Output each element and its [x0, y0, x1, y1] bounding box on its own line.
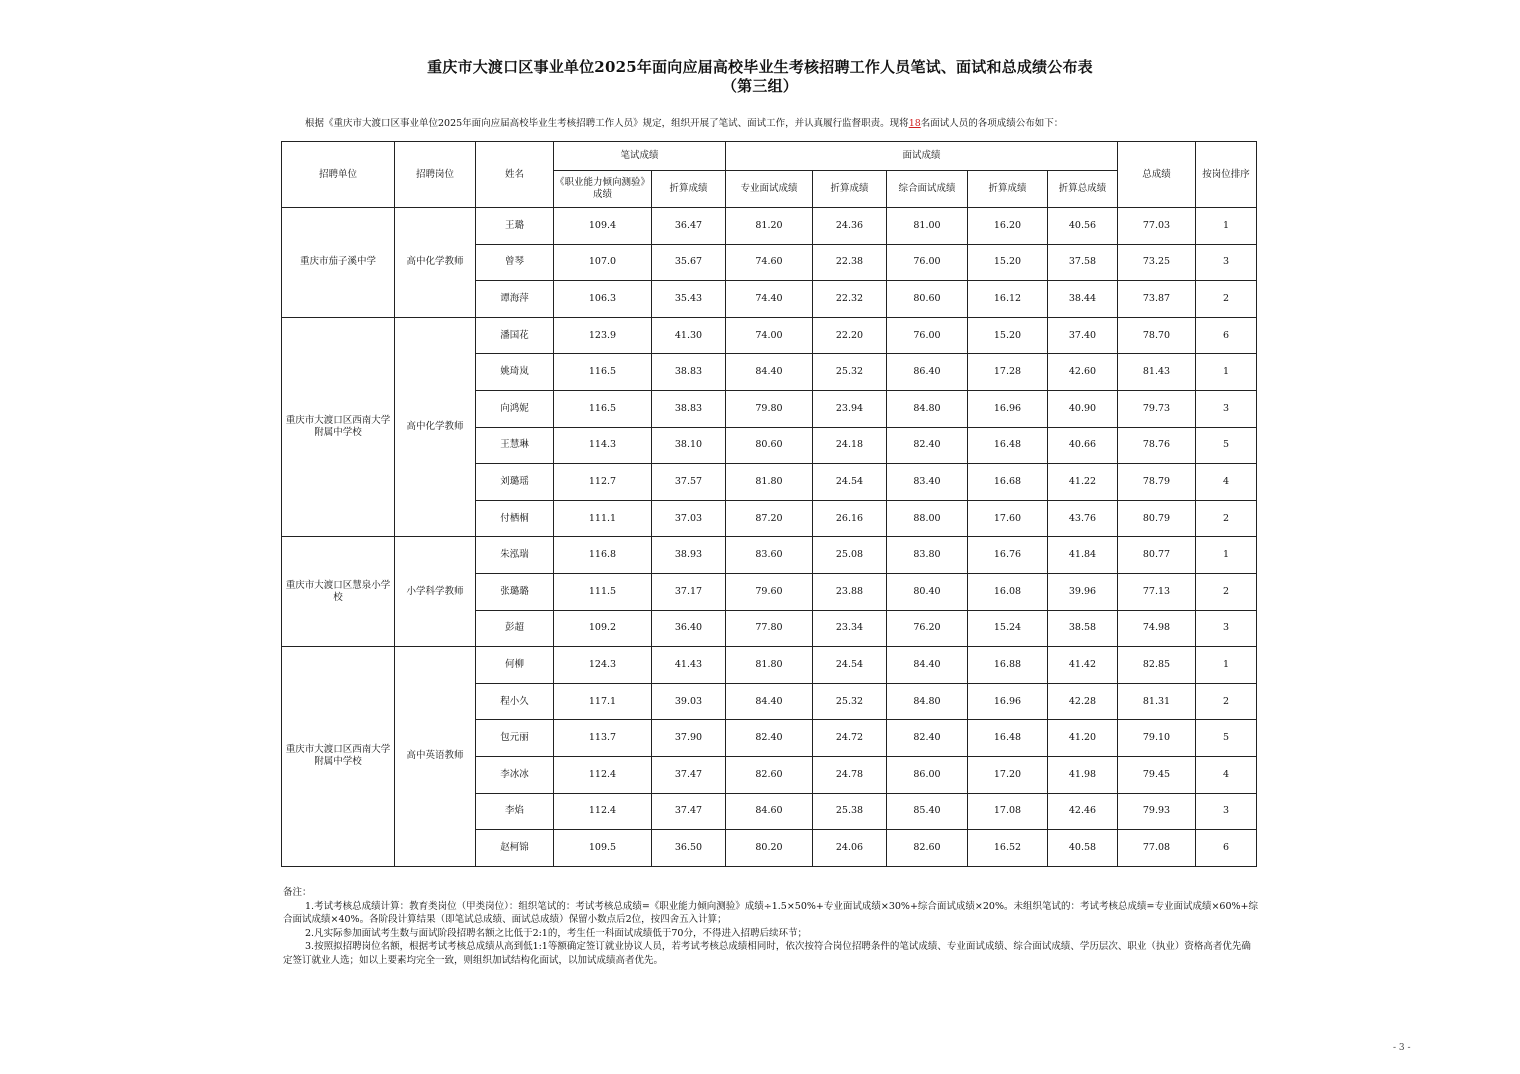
- total-cell: 80.79: [1118, 500, 1196, 537]
- pro-conv-cell: 25.38: [813, 793, 887, 830]
- pro-interview-cell: 84.40: [726, 683, 813, 720]
- title-line-1: 重庆市大渡口区事业单位2025年面向应届高校毕业生考核招聘工作人员笔试、面试和总成绩公布表: [427, 58, 1093, 76]
- comp-conv-cell: 15.24: [968, 610, 1048, 647]
- header-pro-conv: 折算成绩: [813, 171, 887, 208]
- interview-total-cell: 40.66: [1048, 427, 1118, 464]
- pro-interview-cell: 74.60: [726, 244, 813, 281]
- total-cell: 73.25: [1118, 244, 1196, 281]
- page-number: - 3 -: [1393, 1043, 1411, 1053]
- post-cell: 小学科学教师: [395, 537, 476, 647]
- pro-conv-cell: 24.72: [813, 720, 887, 757]
- comp-interview-cell: 85.40: [887, 793, 968, 830]
- header-written-score: 《职业能力倾向测验》成绩: [554, 171, 652, 208]
- comp-conv-cell: 17.60: [968, 500, 1048, 537]
- written-score-cell: 109.5: [554, 830, 652, 867]
- interview-total-cell: 38.44: [1048, 281, 1118, 318]
- pro-conv-cell: 24.54: [813, 464, 887, 501]
- rank-cell: 3: [1196, 793, 1257, 830]
- total-cell: 81.43: [1118, 354, 1196, 391]
- table-row: [282, 317, 1257, 354]
- rank-cell: 1: [1196, 647, 1257, 684]
- comp-interview-cell: 76.20: [887, 610, 968, 647]
- note-item: 1.考试考核总成绩计算：教育类岗位（甲类岗位）：组织笔试的：考试考核总成绩=《职业能力倾向测验》成绩÷1.5×50%+专业面试成绩×30%+综合面试成绩×20%。未组织笔试的：考试考核总成绩=专业面试成绩×60%+综合面试成绩×40%。各阶段计算结果（即笔试总成绩、面试总成绩）保留小数点后2位，按四舍五入计算；: [283, 900, 1258, 925]
- pro-interview-cell: 77.80: [726, 610, 813, 647]
- interview-total-cell: 42.60: [1048, 354, 1118, 391]
- written-score-cell: 116.5: [554, 390, 652, 427]
- comp-interview-cell: 82.40: [887, 427, 968, 464]
- pro-interview-cell: 79.80: [726, 390, 813, 427]
- comp-conv-cell: 16.12: [968, 281, 1048, 318]
- name-cell: 潘国花: [476, 317, 554, 354]
- pro-interview-cell: 84.40: [726, 354, 813, 391]
- written-score-cell: 112.4: [554, 793, 652, 830]
- total-cell: 79.10: [1118, 720, 1196, 757]
- comp-interview-cell: 76.00: [887, 317, 968, 354]
- written-conv-cell: 37.47: [652, 756, 726, 793]
- name-cell: 何柳: [476, 647, 554, 684]
- unit-cell: 重庆市大渡口区西南大学附属中学校: [282, 317, 395, 537]
- header-written: 笔试成绩: [554, 142, 726, 171]
- written-score-cell: 107.0: [554, 244, 652, 281]
- comp-conv-cell: 17.28: [968, 354, 1048, 391]
- table-row: [282, 537, 1257, 574]
- written-conv-cell: 35.67: [652, 244, 726, 281]
- notes-section: [283, 886, 1258, 967]
- name-cell: 曾琴: [476, 244, 554, 281]
- pro-interview-cell: 83.60: [726, 537, 813, 574]
- rank-cell: 1: [1196, 354, 1257, 391]
- intro-text-after: 名面试人员的各项成绩公布如下：: [920, 118, 1064, 129]
- comp-conv-cell: 16.88: [968, 647, 1048, 684]
- written-score-cell: 114.3: [554, 427, 652, 464]
- written-conv-cell: 37.03: [652, 500, 726, 537]
- written-score-cell: 113.7: [554, 720, 652, 757]
- total-cell: 78.70: [1118, 317, 1196, 354]
- pro-conv-cell: 25.08: [813, 537, 887, 574]
- comp-interview-cell: 83.80: [887, 537, 968, 574]
- comp-interview-cell: 84.40: [887, 647, 968, 684]
- header-interview-total: 折算总成绩: [1048, 171, 1118, 208]
- total-cell: 78.79: [1118, 464, 1196, 501]
- written-conv-cell: 38.83: [652, 390, 726, 427]
- comp-interview-cell: 88.00: [887, 500, 968, 537]
- unit-cell: 重庆市大渡口区慧泉小学校: [282, 537, 395, 647]
- note-item: 3.按照拟招聘岗位名额，根据考试考核总成绩从高到低1:1等额确定签订就业协议人员，若考试考核总成绩相同时，依次按符合岗位招聘条件的笔试成绩、专业面试成绩、综合面试成绩、学历层次、职业（执业）资格高者优先确定签订就业人选；如以上要素均完全一致，则组织加试结构化面试，以加试成绩高者优先。: [283, 941, 1251, 966]
- rank-cell: 4: [1196, 756, 1257, 793]
- written-conv-cell: 39.03: [652, 683, 726, 720]
- name-cell: 向鸿妮: [476, 390, 554, 427]
- comp-conv-cell: 16.48: [968, 720, 1048, 757]
- pro-interview-cell: 74.40: [726, 281, 813, 318]
- name-cell: 赵柯锦: [476, 830, 554, 867]
- pro-conv-cell: 25.32: [813, 683, 887, 720]
- comp-conv-cell: 16.52: [968, 830, 1048, 867]
- interview-total-cell: 38.58: [1048, 610, 1118, 647]
- interview-total-cell: 39.96: [1048, 573, 1118, 610]
- rank-cell: 5: [1196, 720, 1257, 757]
- interview-total-cell: 41.20: [1048, 720, 1118, 757]
- header-interview: 面试成绩: [726, 142, 1118, 171]
- total-cell: 73.87: [1118, 281, 1196, 318]
- rank-cell: 3: [1196, 610, 1257, 647]
- comp-conv-cell: 16.08: [968, 573, 1048, 610]
- rank-cell: 1: [1196, 537, 1257, 574]
- interview-total-cell: 43.76: [1048, 500, 1118, 537]
- rank-cell: 3: [1196, 390, 1257, 427]
- written-conv-cell: 36.50: [652, 830, 726, 867]
- table-row: [282, 647, 1257, 684]
- results-body: [282, 208, 1257, 867]
- header-unit: 招聘单位: [282, 142, 395, 208]
- written-conv-cell: 35.43: [652, 281, 726, 318]
- written-conv-cell: 36.47: [652, 208, 726, 245]
- name-cell: 包元丽: [476, 720, 554, 757]
- pro-conv-cell: 24.18: [813, 427, 887, 464]
- pro-conv-cell: 24.06: [813, 830, 887, 867]
- comp-interview-cell: 84.80: [887, 390, 968, 427]
- page-title: [0, 58, 1520, 96]
- written-score-cell: 111.5: [554, 573, 652, 610]
- interview-total-cell: 42.28: [1048, 683, 1118, 720]
- comp-conv-cell: 17.20: [968, 756, 1048, 793]
- pro-conv-cell: 24.78: [813, 756, 887, 793]
- written-conv-cell: 38.93: [652, 537, 726, 574]
- written-conv-cell: 37.90: [652, 720, 726, 757]
- rank-cell: 2: [1196, 500, 1257, 537]
- pro-interview-cell: 79.60: [726, 573, 813, 610]
- interview-total-cell: 41.42: [1048, 647, 1118, 684]
- written-score-cell: 117.1: [554, 683, 652, 720]
- interview-total-cell: 40.56: [1048, 208, 1118, 245]
- comp-conv-cell: 16.96: [968, 683, 1048, 720]
- total-cell: 74.98: [1118, 610, 1196, 647]
- comp-conv-cell: 15.20: [968, 244, 1048, 281]
- comp-interview-cell: 80.60: [887, 281, 968, 318]
- pro-interview-cell: 82.60: [726, 756, 813, 793]
- rank-cell: 6: [1196, 830, 1257, 867]
- rank-cell: 2: [1196, 683, 1257, 720]
- written-score-cell: 112.7: [554, 464, 652, 501]
- header-pro-interview: 专业面试成绩: [726, 171, 813, 208]
- interview-total-cell: 41.98: [1048, 756, 1118, 793]
- interview-total-cell: 37.40: [1048, 317, 1118, 354]
- total-cell: 79.73: [1118, 390, 1196, 427]
- intro-paragraph: [305, 117, 1063, 131]
- unit-cell: 重庆市茄子溪中学: [282, 208, 395, 318]
- post-cell: 高中英语教师: [395, 647, 476, 867]
- header-name: 姓名: [476, 142, 554, 208]
- header-rank: 按岗位排序: [1196, 142, 1257, 208]
- pro-interview-cell: 81.80: [726, 464, 813, 501]
- name-cell: 刘璐瑶: [476, 464, 554, 501]
- written-score-cell: 116.8: [554, 537, 652, 574]
- pro-conv-cell: 23.88: [813, 573, 887, 610]
- pro-conv-cell: 22.32: [813, 281, 887, 318]
- comp-conv-cell: 15.20: [968, 317, 1048, 354]
- pro-interview-cell: 81.80: [726, 647, 813, 684]
- total-cell: 81.31: [1118, 683, 1196, 720]
- total-cell: 78.76: [1118, 427, 1196, 464]
- comp-conv-cell: 16.76: [968, 537, 1048, 574]
- written-conv-cell: 38.83: [652, 354, 726, 391]
- total-cell: 79.93: [1118, 793, 1196, 830]
- written-conv-cell: 41.43: [652, 647, 726, 684]
- comp-interview-cell: 83.40: [887, 464, 968, 501]
- rank-cell: 2: [1196, 281, 1257, 318]
- comp-conv-cell: 16.20: [968, 208, 1048, 245]
- comp-interview-cell: 82.60: [887, 830, 968, 867]
- pro-interview-cell: 74.00: [726, 317, 813, 354]
- header-post: 招聘岗位: [395, 142, 476, 208]
- written-conv-cell: 36.40: [652, 610, 726, 647]
- interview-total-cell: 37.58: [1048, 244, 1118, 281]
- total-cell: 77.03: [1118, 208, 1196, 245]
- pro-conv-cell: 26.16: [813, 500, 887, 537]
- header-written-conv: 折算成绩: [652, 171, 726, 208]
- name-cell: 彭超: [476, 610, 554, 647]
- comp-conv-cell: 16.48: [968, 427, 1048, 464]
- pro-conv-cell: 22.38: [813, 244, 887, 281]
- pro-conv-cell: 23.94: [813, 390, 887, 427]
- intro-text-before: 根据《重庆市大渡口区事业单位2025年面向应届高校毕业生考核招聘工作人员》规定，组织开展了笔试、面试工作，并认真履行监督职责。现将: [305, 118, 909, 129]
- written-score-cell: 112.4: [554, 756, 652, 793]
- post-cell: 高中化学教师: [395, 317, 476, 537]
- intro-count: 18: [908, 118, 921, 129]
- name-cell: 李冰冰: [476, 756, 554, 793]
- comp-interview-cell: 84.80: [887, 683, 968, 720]
- written-conv-cell: 41.30: [652, 317, 726, 354]
- interview-total-cell: 40.90: [1048, 390, 1118, 427]
- comp-interview-cell: 80.40: [887, 573, 968, 610]
- name-cell: 程小久: [476, 683, 554, 720]
- total-cell: 80.77: [1118, 537, 1196, 574]
- pro-conv-cell: 23.34: [813, 610, 887, 647]
- pro-conv-cell: 24.54: [813, 647, 887, 684]
- written-score-cell: 106.3: [554, 281, 652, 318]
- rank-cell: 5: [1196, 427, 1257, 464]
- total-cell: 82.85: [1118, 647, 1196, 684]
- comp-interview-cell: 76.00: [887, 244, 968, 281]
- rank-cell: 1: [1196, 208, 1257, 245]
- comp-interview-cell: 86.00: [887, 756, 968, 793]
- title-line-2: （第三组）: [721, 77, 798, 95]
- note-item: 2.凡实际参加面试考生数与面试阶段招聘名额之比低于2:1的，考生任一科面试成绩低于70分，不得进入招聘后续环节；: [305, 927, 807, 939]
- written-score-cell: 116.5: [554, 354, 652, 391]
- name-cell: 李焰: [476, 793, 554, 830]
- written-conv-cell: 37.57: [652, 464, 726, 501]
- interview-total-cell: 41.84: [1048, 537, 1118, 574]
- notes-label: 备注：: [283, 887, 312, 898]
- interview-total-cell: 42.46: [1048, 793, 1118, 830]
- written-conv-cell: 37.17: [652, 573, 726, 610]
- pro-conv-cell: 22.20: [813, 317, 887, 354]
- comp-conv-cell: 16.96: [968, 390, 1048, 427]
- pro-interview-cell: 82.40: [726, 720, 813, 757]
- comp-conv-cell: 16.68: [968, 464, 1048, 501]
- results-table: [281, 141, 1257, 867]
- pro-conv-cell: 24.36: [813, 208, 887, 245]
- name-cell: 姚琦岚: [476, 354, 554, 391]
- written-score-cell: 109.2: [554, 610, 652, 647]
- header-comp-interview: 综合面试成绩: [887, 171, 968, 208]
- written-conv-cell: 37.47: [652, 793, 726, 830]
- name-cell: 谭海萍: [476, 281, 554, 318]
- header-comp-conv: 折算成绩: [968, 171, 1048, 208]
- written-score-cell: 111.1: [554, 500, 652, 537]
- total-cell: 77.08: [1118, 830, 1196, 867]
- unit-cell: 重庆市大渡口区西南大学附属中学校: [282, 647, 395, 867]
- table-row: [282, 208, 1257, 245]
- name-cell: 付栖桐: [476, 500, 554, 537]
- rank-cell: 4: [1196, 464, 1257, 501]
- pro-conv-cell: 25.32: [813, 354, 887, 391]
- written-score-cell: 124.3: [554, 647, 652, 684]
- comp-interview-cell: 82.40: [887, 720, 968, 757]
- rank-cell: 6: [1196, 317, 1257, 354]
- written-score-cell: 109.4: [554, 208, 652, 245]
- name-cell: 张璐璐: [476, 573, 554, 610]
- name-cell: 王慧琳: [476, 427, 554, 464]
- written-conv-cell: 38.10: [652, 427, 726, 464]
- interview-total-cell: 41.22: [1048, 464, 1118, 501]
- interview-total-cell: 40.58: [1048, 830, 1118, 867]
- pro-interview-cell: 87.20: [726, 500, 813, 537]
- pro-interview-cell: 81.20: [726, 208, 813, 245]
- comp-interview-cell: 86.40: [887, 354, 968, 391]
- comp-interview-cell: 81.00: [887, 208, 968, 245]
- rank-cell: 2: [1196, 573, 1257, 610]
- header-total: 总成绩: [1118, 142, 1196, 208]
- written-score-cell: 123.9: [554, 317, 652, 354]
- rank-cell: 3: [1196, 244, 1257, 281]
- pro-interview-cell: 80.20: [726, 830, 813, 867]
- name-cell: 朱泓瑞: [476, 537, 554, 574]
- total-cell: 79.45: [1118, 756, 1196, 793]
- comp-conv-cell: 17.08: [968, 793, 1048, 830]
- post-cell: 高中化学教师: [395, 208, 476, 318]
- name-cell: 王璐: [476, 208, 554, 245]
- pro-interview-cell: 80.60: [726, 427, 813, 464]
- total-cell: 77.13: [1118, 573, 1196, 610]
- pro-interview-cell: 84.60: [726, 793, 813, 830]
